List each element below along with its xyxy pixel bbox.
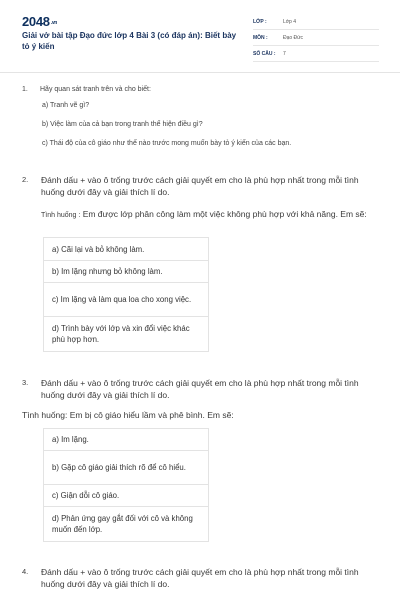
question-number: 1. [22, 85, 28, 93]
sub-question: c) Thái độ của cô giáo như thế nào trước mong muốn bày tỏ ý kiến của các bạn. [42, 140, 292, 147]
answer-option[interactable]: a) Im lặng. [44, 429, 208, 451]
header-divider [0, 72, 400, 73]
question-header [22, 82, 382, 96]
meta-label: LỚP : [253, 18, 267, 25]
answer-option[interactable]: c) Im lặng và làm qua loa cho xong việc. [44, 283, 208, 317]
meta-value: 7 [283, 50, 286, 57]
meta-info [253, 14, 379, 62]
meta-row-count [253, 46, 379, 62]
logo-suffix: .vn [50, 19, 58, 26]
page-title: Giải vở bài tập Đạo đức lớp 4 Bài 3 (có đáp án): Biết bày tỏ ý kiến [22, 31, 237, 51]
situation-text: Em được lớp phân công làm một việc không phù hợp với khả năng. Em sẽ: [82, 209, 367, 219]
meta-value: Đạo Đức [283, 34, 304, 41]
question-header [22, 566, 382, 590]
answer-options-q3 [43, 428, 209, 542]
sub-question: a) Tranh vẽ gì? [42, 102, 90, 109]
question-text: Đánh dấu + vào ô trống trước cách giải quyết em cho là phù hợp nhất trong mỗi tình huống dưới đây và giải thích lí do. [41, 378, 359, 400]
question-2 [22, 174, 382, 222]
answer-option[interactable]: d) Trình bày với lớp và xin đổi việc khác phù hợp hơn. [52, 324, 190, 344]
sub-question: b) Việc làm của cả bạn trong tranh thể hiện điều gì? [42, 121, 203, 128]
question-number: 4. [22, 567, 29, 576]
situation-label: Tình huống : [41, 212, 81, 219]
meta-row-subject [253, 30, 379, 46]
meta-row-class [253, 14, 379, 30]
question-header [22, 174, 382, 198]
question-1 [22, 82, 382, 153]
question-header [22, 377, 382, 401]
answer-option[interactable]: d) Phản ứng gay gắt đối với cô và không muốn đến lớp. [52, 514, 193, 534]
answer-option[interactable]: c) Giận dỗi cô giáo. [44, 485, 208, 507]
question-number: 2. [22, 175, 29, 184]
question-4 [22, 566, 382, 590]
answer-option[interactable]: b) Im lặng nhưng bỏ không làm. [44, 261, 208, 283]
question-text: Hãy quan sát tranh trên và cho biết: [40, 85, 151, 93]
document-header [0, 0, 400, 72]
answer-option[interactable]: b) Gặp cô giáo giải thích rõ để cô hiểu. [44, 451, 208, 485]
situation [41, 208, 379, 222]
logo-main: 2048 [22, 14, 50, 29]
question-text: Đánh dấu + vào ô trống trước cách giải quyết em cho là phù hợp nhất trong mỗi tình huống dưới đây và giải thích lí do. [41, 567, 359, 589]
answer-options-q2 [43, 237, 209, 352]
answer-option[interactable]: a) Cãi lại và bỏ không làm. [44, 238, 208, 261]
situation-text: Tình huống: Em bị cô giáo hiểu lầm và phê bình. Em sẽ: [22, 410, 234, 420]
site-logo[interactable] [22, 14, 57, 29]
meta-label: SỐ CÂU : [253, 50, 276, 57]
question-text: Đánh dấu + vào ô trống trước cách giải quyết em cho là phù hợp nhất trong mỗi tình huống dưới đây và giải thích lí do. [41, 175, 359, 197]
question-number: 3. [22, 378, 29, 387]
meta-label: MÔN : [253, 34, 268, 41]
meta-value: Lớp 4 [283, 18, 297, 25]
question-3 [22, 377, 382, 421]
